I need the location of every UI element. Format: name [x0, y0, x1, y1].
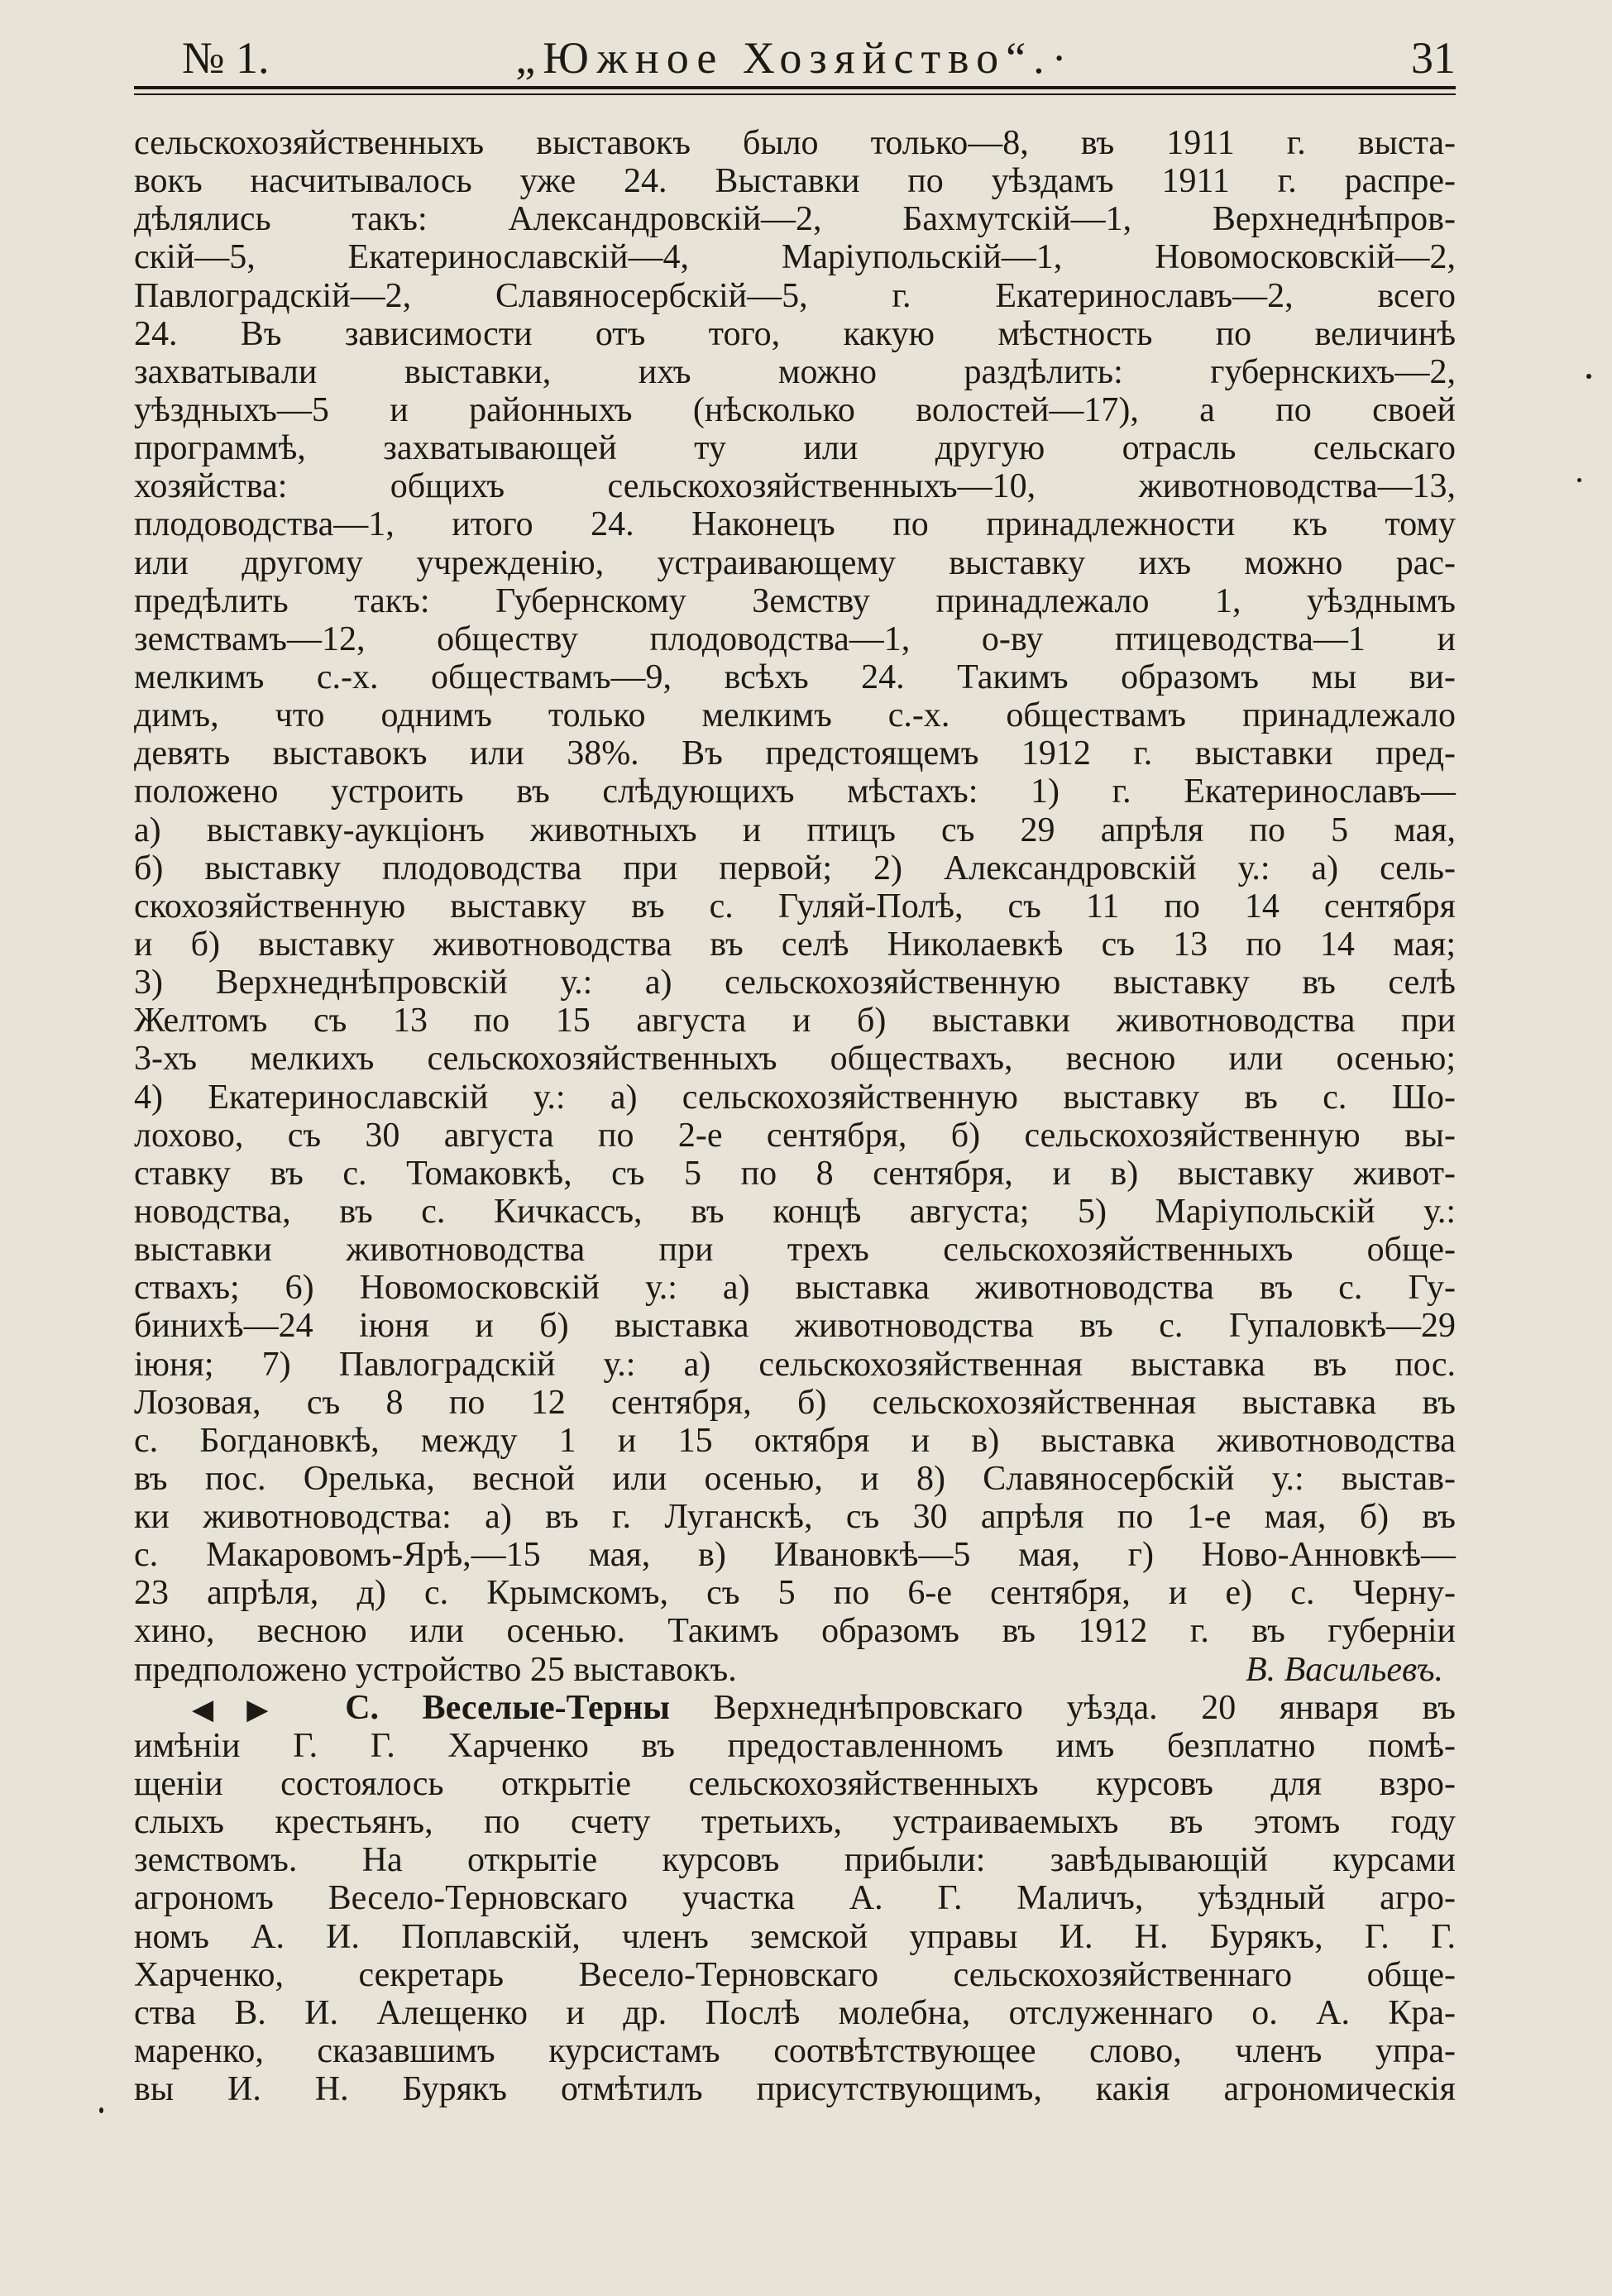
- text-line: ки животноводства: а) въ г. Луганскѣ, съ 30 апрѣля по 1-е мая, б) въ: [134, 1498, 1456, 1537]
- text-line: или другому учрежденію, устраивающему выставку ихъ можно рас-: [134, 543, 1456, 582]
- text-line: іюня; 7) Павлоградскій у.: а) сельскохозяйственная выставка въ пос.: [134, 1345, 1456, 1384]
- text-line: въ пос. Орелька, весной или осенью, и 8) Славяносербскій у.: выстав-: [134, 1459, 1456, 1498]
- text-line: сельскохозяйственныхъ выставокъ было только—8, въ 1911 г. выста-: [134, 124, 1456, 162]
- text-line: и б) выставку животноводства въ селѣ Николаевкѣ съ 13 по 14 мая;: [134, 925, 1456, 964]
- text-line: девять выставокъ или 38%. Въ предстоящемъ 1912 г. выставки пред-: [134, 734, 1456, 773]
- text-line: щеніи состоялось открытіе сельскохозяйственныхъ курсовъ для взро-: [134, 1765, 1456, 1804]
- text-line: Желтомъ съ 13 по 15 августа и б) выставки животноводства при: [134, 1002, 1456, 1040]
- text-line: ставку въ с. Томаковкѣ, съ 5 по 8 сентября, и в) выставку живот-: [134, 1154, 1456, 1193]
- text-line: земствомъ. На открытіе курсовъ прибыли: завѣдывающій курсами: [134, 1841, 1456, 1880]
- text-line: предѣлить такъ: Губернскому Земству принадлежало 1, уѣзднымъ: [134, 581, 1456, 620]
- text-line: 24. Въ зависимости отъ того, какую мѣстность по величинѣ: [134, 314, 1456, 353]
- speck-mark: [1577, 478, 1581, 482]
- header-rule-thick: [134, 86, 1456, 89]
- text-line: имѣніи Г. Г. Харченко въ предоставленномъ имъ безплатно помѣ-: [134, 1726, 1456, 1765]
- text-line: Харченко, секретарь Весело-Терновскаго сельскохозяйственнаго обще-: [134, 1955, 1456, 1994]
- text-line: хозяйства: общихъ сельскохозяйственныхъ—10, животноводства—13,: [134, 467, 1456, 506]
- text-line: мелкимъ с.-х. обществамъ—9, всѣхъ 24. Такимъ образомъ мы ви-: [134, 658, 1456, 696]
- speck-mark: [99, 2107, 103, 2113]
- text-line: хино, весною или осенью. Такимъ образомъ въ 1912 г. въ губерніи: [134, 1612, 1456, 1651]
- text-line: бинихѣ—24 іюня и б) выставка животноводства въ с. Гупаловкѣ—29: [134, 1307, 1456, 1346]
- text-line: новодства, въ с. Кичкассъ, въ концѣ августа; 5) Маріупольскій у.:: [134, 1192, 1456, 1231]
- text-line: б) выставку плодоводства при первой; 2) Александровскій у.: а) сель-: [134, 849, 1456, 887]
- text-line: программѣ, захватывающей ту или другую отрасль сельскаго: [134, 429, 1456, 468]
- article-body: [134, 124, 1456, 2108]
- text-line: агрономъ Весело-Терновскаго участка А. Г. Маличъ, уѣздный агро-: [134, 1879, 1456, 1918]
- fleuron-ornament: ◀▶: [192, 1694, 302, 1725]
- text-line: 3-хъ мелкихъ сельскохозяйственныхъ обществахъ, весною или осенью;: [134, 1040, 1456, 1079]
- text-line: вокъ насчитывалось уже 24. Выставки по уѣздамъ 1911 г. распре-: [134, 162, 1456, 201]
- text-line: дѣлялись такъ: Александровскій—2, Бахмутскій—1, Верхнеднѣпров-: [134, 200, 1456, 239]
- text-line: уѣздныхъ—5 и районныхъ (нѣсколько волостей—17), а по своей: [134, 390, 1456, 429]
- text-line: ства В. И. Алещенко и др. Послѣ молебна, отслуженнаго о. А. Кра-: [134, 1993, 1456, 2032]
- text-line: выставки животноводства при трехъ сельскохозяйственныхъ обще-: [134, 1231, 1456, 1270]
- text-line: скохозяйственную выставку въ с. Гуляй-Полѣ, съ 11 по 14 сентября: [134, 887, 1456, 926]
- text-line: 23 апрѣля, д) с. Крымскомъ, съ 5 по 6-е сентября, и е) с. Черну-: [134, 1574, 1456, 1613]
- running-header: [134, 33, 1456, 83]
- text-line-content: предположено устройство 25 выставокъ.: [134, 1650, 737, 1689]
- text-line: земствамъ—12, обществу плодоводства—1, о-ву птицеводства—1 и: [134, 619, 1456, 658]
- text-line-content: Верхнеднѣпровскаго уѣзда. 20 января въ: [713, 1688, 1457, 1727]
- text-line: маренко, сказавшимъ курсистамъ соотвѣтствующее слово, членъ упра-: [134, 2032, 1456, 2071]
- issue-number: № 1.: [182, 33, 270, 83]
- text-line: [134, 1651, 1456, 1689]
- section-heading: С. Веселые-Терны: [345, 1688, 671, 1727]
- text-line: плодоводства—1, итого 24. Наконецъ по принадлежности къ тому: [134, 505, 1456, 544]
- text-line: с. Макаровомъ-Ярѣ,—15 мая, в) Ивановкѣ—5 мая, г) Ново-Анновкѣ—: [134, 1536, 1456, 1575]
- journal-title: „Южное Хозяйство“.·: [515, 33, 1074, 83]
- text-line: захватывали выставки, ихъ можно раздѣлить: губернскихъ—2,: [134, 352, 1456, 391]
- text-line: 4) Екатеринославскій у.: а) сельскохозяйственную выставку въ с. Шо-: [134, 1078, 1456, 1117]
- text-line: ствахъ; 6) Новомосковскій у.: а) выставка животноводства въ с. Гу-: [134, 1269, 1456, 1308]
- text-line: с. Богдановкѣ, между 1 и 15 октября и в) выставка животноводства: [134, 1421, 1456, 1460]
- speck-mark: [1586, 374, 1591, 379]
- text-line: лохово, съ 30 августа по 2-е сентября, б) сельскохозяйственную вы-: [134, 1116, 1456, 1155]
- header-rule-thin: [134, 93, 1456, 95]
- text-line: слыхъ крестьянъ, по счету третьихъ, устраиваемыхъ въ этомъ году: [134, 1803, 1456, 1842]
- text-line: а) выставку-аукціонъ животныхъ и птицъ съ 29 апрѣля по 5 мая,: [134, 811, 1456, 849]
- text-line: номъ А. И. Поплавскій, членъ земской управы И. Н. Бурякъ, Г. Г.: [134, 1917, 1456, 1956]
- text-line: 3) Верхнеднѣпровскій у.: а) сельскохозяйственную выставку въ селѣ: [134, 964, 1456, 1002]
- text-line: Павлоградскій—2, Славяносербскій—5, г. Екатеринославъ—2, всего: [134, 276, 1456, 315]
- text-line: Лозовая, съ 8 по 12 сентября, б) сельскохозяйственная выставка въ: [134, 1383, 1456, 1422]
- text-line: положено устроить въ слѣдующихъ мѣстахъ: 1) г. Екатеринославъ—: [134, 773, 1456, 811]
- section-heading-line: [134, 1689, 1456, 1727]
- text-line: скій—5, Екатеринославскій—4, Маріупольскій—1, Новомосковскій—2,: [134, 238, 1456, 277]
- author-signature: В. Васильевъ.: [1246, 1650, 1443, 1689]
- page-number: 31: [1411, 33, 1456, 83]
- text-line: вы И. Н. Бурякъ отмѣтилъ присутствующимъ, какія агрономическія: [134, 2070, 1456, 2109]
- text-line: димъ, что однимъ только мелкимъ с.-х. обществамъ принадлежало: [134, 696, 1456, 735]
